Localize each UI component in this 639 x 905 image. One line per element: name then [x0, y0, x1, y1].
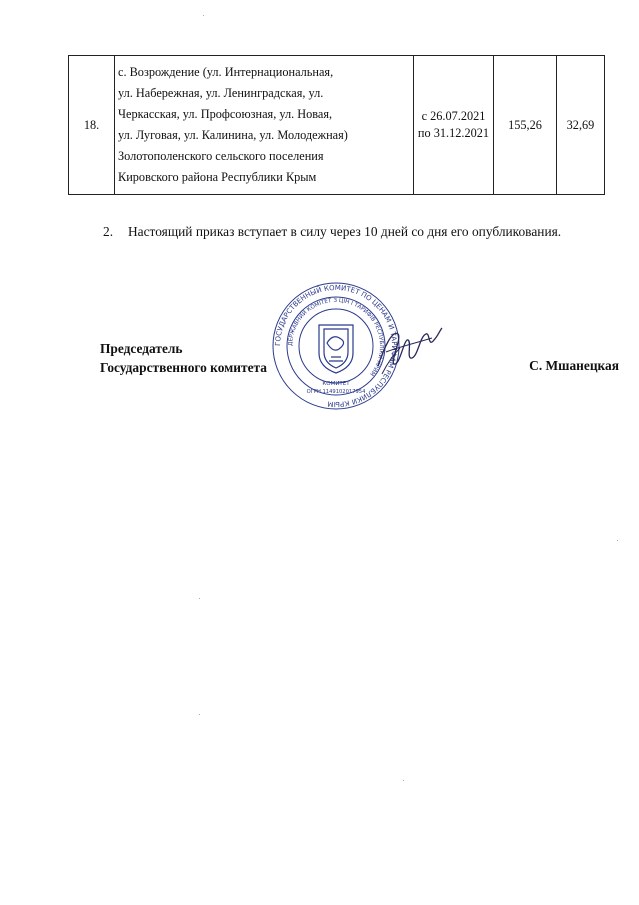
- period-from: с 26.07.2021: [421, 109, 486, 123]
- paragraph-text: Настоящий приказ вступает в силу через 10 дней со дня его опубликования.: [128, 224, 562, 239]
- address-line: ул. Набережная, ул. Ленинградская, ул.: [118, 86, 324, 100]
- row-period: [414, 56, 494, 195]
- signatory-title-line-2: Государственного комитета: [100, 360, 267, 375]
- table-row: [69, 56, 605, 195]
- handwritten-signature-icon: [372, 318, 444, 378]
- signatory-title-line-1: Председатель: [100, 341, 183, 356]
- row-value-2: 32,69: [557, 56, 605, 195]
- period-to: по 31.12.2021: [417, 126, 490, 140]
- address-line: Золотополенского сельского поселения: [118, 149, 324, 163]
- paragraph-number: 2.: [103, 224, 114, 239]
- stamp-id-text: ОГРН 1149102017954: [306, 389, 366, 395]
- address-line: Черкасская, ул. Профсоюзная, ул. Новая,: [118, 107, 333, 121]
- stamp-inner-ring: [299, 309, 373, 383]
- row-number: 18.: [69, 56, 115, 195]
- signatory-title: [100, 339, 267, 377]
- row-address: [115, 56, 414, 195]
- paragraph-2: [103, 224, 561, 240]
- address-line: Кировского района Республики Крым: [118, 170, 317, 184]
- tariff-table: [68, 55, 605, 195]
- stamp-outer-text: ГОСУДАРСТВЕННЫЙ КОМИТЕТ ПО ЦЕНАМ И ТАРИФАМ РЕСПУБЛИКИ КРЫМ: [273, 283, 399, 409]
- address-line: ул. Луговая, ул. Калинина, ул. Молодежная): [118, 128, 348, 142]
- address-line: с. Возрождение (ул. Интернациональная,: [118, 65, 334, 79]
- signatory-name: С. Мшанецкая: [529, 358, 619, 373]
- stamp-emblem: [319, 325, 353, 373]
- stamp-center-label: КОМИТЕТ: [322, 381, 350, 387]
- row-value-1: 155,26: [494, 56, 557, 195]
- stamp-inner-text: ДЕРЖАВНИЙ КОМІТЕТ З ЦІН І ТАРИФІВ РЕСПУБЛІКИ КРИМ: [287, 297, 385, 377]
